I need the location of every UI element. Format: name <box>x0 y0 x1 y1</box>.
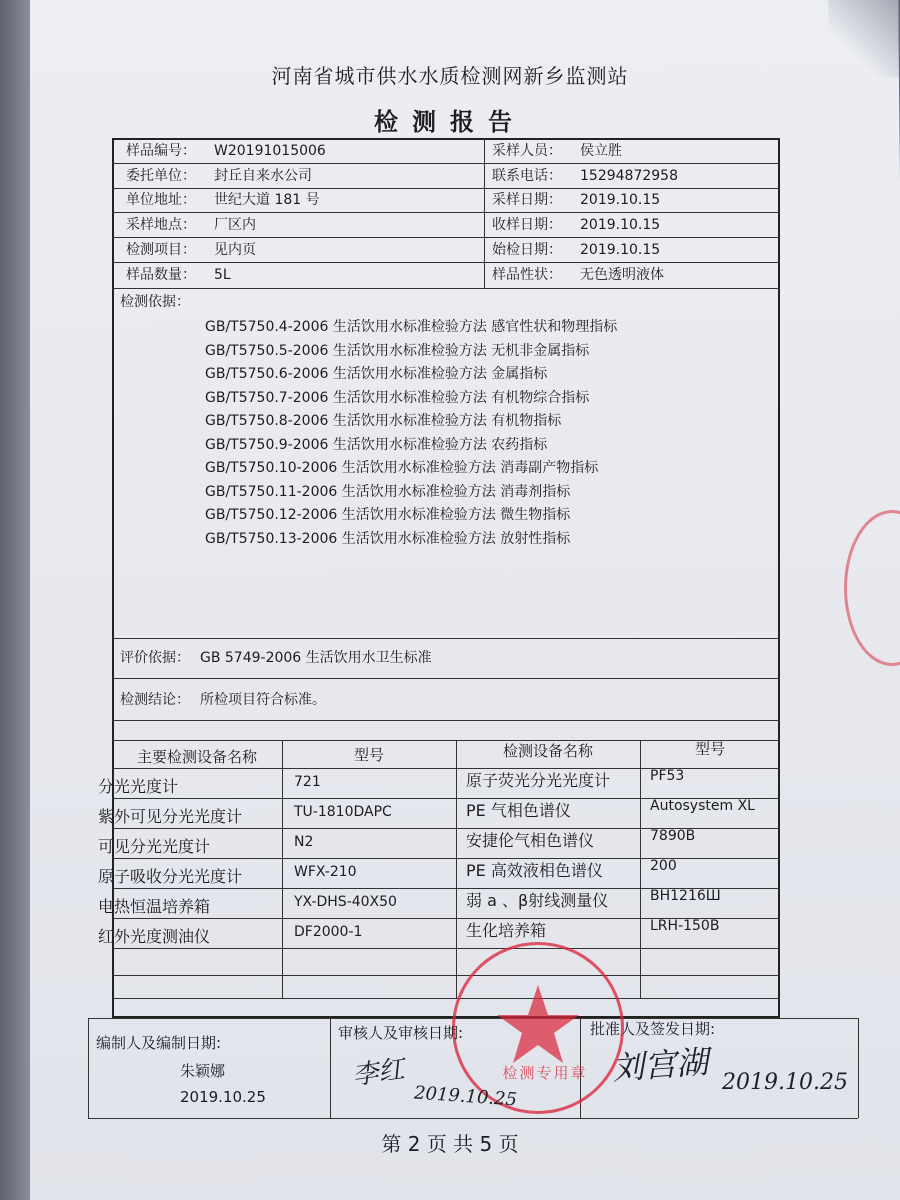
location-value: 厂区内 <box>214 217 256 233</box>
start-date-label: 始检日期： <box>492 242 562 258</box>
standard-item: GB/T5750.9-2006 生活饮用水标准检验方法 农药指标 <box>205 437 548 453</box>
sampler-value: 侯立胜 <box>580 143 622 159</box>
conclusion-value: 所检项目符合标准。 <box>200 692 326 708</box>
approver-label: 批准人及签发日期: <box>590 1020 716 1038</box>
property-value: 无色透明液体 <box>580 267 664 283</box>
standard-item: GB/T5750.6-2006 生活饮用水标准检验方法 金属指标 <box>205 366 548 382</box>
equipment-name: 紫外可见分光光度计 <box>98 807 243 826</box>
conclusion-label: 检测结论： <box>120 692 190 708</box>
standard-item: GB/T5750.12-2006 生活饮用水标准检验方法 微生物指标 <box>205 507 571 523</box>
row-divider <box>112 237 780 238</box>
sampler-label: 采样人员： <box>492 143 562 159</box>
location-label: 采样地点： <box>126 217 196 233</box>
row-divider <box>112 188 780 189</box>
equipment-model: 721 <box>294 774 321 790</box>
equipment-name: 可见分光光度计 <box>98 837 211 856</box>
column-divider <box>484 138 485 288</box>
equipment-model: BH1216Ш <box>650 888 721 904</box>
standard-item: GB/T5750.5-2006 生活饮用水标准检验方法 无机非金属指标 <box>205 343 590 359</box>
row-divider <box>112 163 780 164</box>
signature-right-rule <box>858 1018 859 1118</box>
equipment-name: 红外光度测油仪 <box>98 927 211 946</box>
receive-date-label: 收样日期： <box>492 217 562 233</box>
equipment-name: 分光光度计 <box>98 777 179 796</box>
section-divider <box>112 720 780 721</box>
standard-item: GB/T5750.8-2006 生活饮用水标准检验方法 有机物指标 <box>205 413 562 429</box>
binder-edge <box>0 0 30 1200</box>
compiler-date: 2019.10.25 <box>180 1088 266 1106</box>
standard-item: GB/T5750.7-2006 生活饮用水标准检验方法 有机物综合指标 <box>205 390 590 406</box>
evaluation-value: GB 5749-2006 生活饮用水卫生标准 <box>200 650 432 666</box>
compiler-name: 朱颖娜 <box>180 1062 226 1080</box>
equipment-model: TU-1810DAPC <box>294 804 392 820</box>
equipment-row-divider <box>112 858 780 859</box>
items-value: 见内页 <box>214 242 256 258</box>
evaluation-label: 评价依据： <box>120 650 190 666</box>
start-date-value: 2019.10.15 <box>580 242 661 258</box>
quantity-value: 5L <box>214 267 231 283</box>
basis-label: 检测依据： <box>120 294 190 310</box>
equipment-name: 生化培养箱 <box>466 921 547 940</box>
phone-label: 联系电话： <box>492 168 562 184</box>
seal-text: 检测专用章 <box>502 1064 588 1082</box>
standard-item: GB/T5750.13-2006 生活饮用水标准检验方法 放射性指标 <box>205 531 571 547</box>
address-value: 世纪大道 181 号 <box>214 192 320 208</box>
row-divider <box>112 288 780 289</box>
sample-no-value: W20191015006 <box>214 143 326 159</box>
standard-item: GB/T5750.4-2006 生活饮用水标准检验方法 感官性状和物理指标 <box>205 319 618 335</box>
equipment-row-divider <box>112 975 780 976</box>
sampling-date-value: 2019.10.15 <box>580 192 661 208</box>
quantity-label: 样品数量： <box>126 267 196 283</box>
signature-bottom-rule <box>88 1118 858 1119</box>
equipment-model: DF2000-1 <box>294 924 363 940</box>
equipment-name: 原子荧光分光光度计 <box>466 771 611 790</box>
client-label: 委托单位： <box>126 168 196 184</box>
equipment-header: 型号 <box>694 740 725 758</box>
equipment-header: 型号 <box>353 746 384 764</box>
equipment-col-divider <box>640 740 641 998</box>
equipment-name: PE 气相色谱仪 <box>466 801 571 820</box>
equipment-model: 7890B <box>650 828 696 844</box>
equipment-model: YX-DHS-40X50 <box>294 894 397 910</box>
equipment-row-divider <box>112 998 780 999</box>
equipment-header: 检测设备名称 <box>502 742 593 760</box>
sample-no-label: 样品编号： <box>126 143 196 159</box>
reviewer-date: 2019.10.25 <box>413 1082 518 1111</box>
sampling-date-label: 采样日期： <box>492 192 562 208</box>
equipment-model: N2 <box>294 834 314 850</box>
equipment-name: 原子吸收分光光度计 <box>98 867 243 886</box>
row-divider <box>112 212 780 213</box>
approver-signature: 刘宫湖 <box>610 1042 710 1088</box>
phone-value: 15294872958 <box>580 168 678 184</box>
equipment-col-divider <box>282 740 283 998</box>
reviewer-signature: 李红 <box>350 1054 407 1092</box>
signature-left-rule <box>88 1018 89 1118</box>
equipment-row-divider <box>112 948 780 949</box>
equipment-model: 200 <box>650 858 677 874</box>
standard-item: GB/T5750.10-2006 生活饮用水标准检验方法 消毒副产物指标 <box>205 460 599 476</box>
page-number: 第 2 页 共 5 页 <box>381 1132 519 1156</box>
row-divider <box>112 262 780 263</box>
equipment-name: 弱 a 、β射线测量仪 <box>466 891 609 910</box>
section-divider <box>112 638 780 639</box>
reviewer-label: 审核人及审核日期: <box>338 1024 464 1042</box>
address-label: 单位地址： <box>126 192 196 208</box>
client-value: 封丘自来水公司 <box>214 168 312 184</box>
section-divider <box>112 678 780 679</box>
standard-item: GB/T5750.11-2006 生活饮用水标准检验方法 消毒剂指标 <box>205 484 571 500</box>
equipment-header: 主要检测设备名称 <box>136 748 257 766</box>
signature-divider <box>330 1018 331 1118</box>
equipment-model: LRH-150B <box>650 918 720 934</box>
equipment-name: 电热恒温培养箱 <box>98 897 211 916</box>
compiler-label: 编制人及编制日期: <box>96 1034 222 1052</box>
items-label: 检测项目： <box>126 242 196 258</box>
equipment-name: 安捷伦气相色谱仪 <box>466 831 595 850</box>
property-label: 样品性状： <box>492 267 562 283</box>
approver-date: 2019.10.25 <box>722 1070 848 1095</box>
equipment-model: PF53 <box>650 768 685 784</box>
equipment-model: WFX-210 <box>294 864 357 880</box>
report-title: 检测报告 <box>374 108 526 136</box>
organization-name: 河南省城市供水水质检测网新乡监测站 <box>271 64 629 88</box>
equipment-model: Autosystem XL <box>650 798 755 814</box>
equipment-name: PE 高效液相色谱仪 <box>466 861 603 880</box>
receive-date-value: 2019.10.15 <box>580 217 661 233</box>
